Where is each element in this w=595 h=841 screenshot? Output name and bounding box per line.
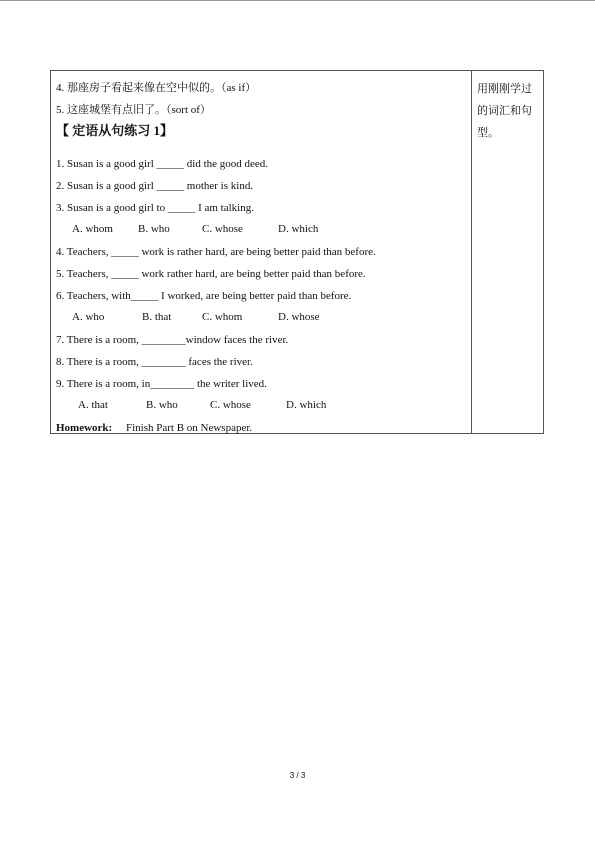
column-divider [471,71,472,433]
question-8: 8. There is a room, ________ faces the river. [56,356,253,368]
translation-item-5: 5. 这座城堡有点旧了。（sort of） [56,104,211,116]
page-top-rule [0,0,595,1]
option-d: D. which [286,399,327,411]
option-a: A. whom [72,223,113,235]
homework-line [56,421,252,435]
question-4: 4. Teachers, _____ work is rather hard, are being better paid than before. [56,246,376,258]
side-note: 用刚刚学过的词汇和句型。 [477,83,532,139]
translation-item-4: 4. 那座房子看起来像在空中似的。（as if） [56,82,257,94]
question-5: 5. Teachers, _____ work rather hard, are being better paid than before. [56,268,366,280]
option-b: B. who [146,399,178,411]
question-3: 3. Susan is a good girl to _____ I am talking. [56,202,254,214]
option-b: B. who [138,223,170,235]
option-b: B. that [142,311,172,323]
option-c: C. whose [202,223,243,235]
option-a: A. who [72,311,105,323]
option-a: A. that [78,399,108,411]
question-2: 2. Susan is a good girl _____ mother is kind. [56,180,254,192]
option-c: C. whom [202,311,243,323]
homework-text: Finish Part B on Newspaper. [125,422,253,434]
option-d: D. whose [278,311,320,323]
homework-label: Homework: [56,422,113,434]
question-9: 9. There is a room, in________ the writer lived. [56,378,267,390]
page-number: 3 / 3 [289,771,306,780]
option-d: D. which [278,223,319,235]
lesson-table [50,70,544,434]
question-7: 7. There is a room, ________window faces the river. [56,334,289,346]
section-heading: 【 定语从句练习 1】 [56,123,174,138]
question-1: 1. Susan is a good girl _____ did the good deed. [56,158,269,170]
option-c: C. whose [210,399,251,411]
question-6: 6. Teachers, with_____ I worked, are being better paid than before. [56,290,352,302]
